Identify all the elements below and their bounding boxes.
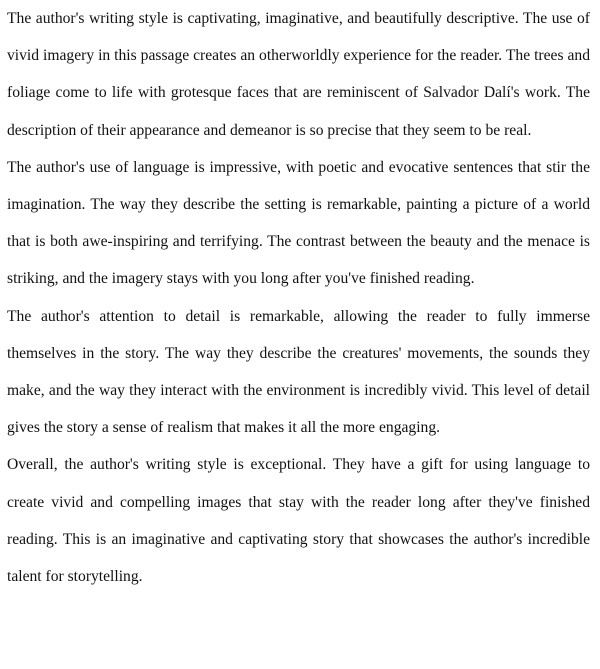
paragraph-3: The author's attention to detail is remarkable, allowing the reader to fully immerse themselves in the story. The way they describe the creatures' movements, the sounds they make, and the way they interact with the environment is incredibly vivid. This level of detail gives the story a sense of realism that makes it all the more engaging. <box>7 307 590 437</box>
paragraph-4: Overall, the author's writing style is exceptional. They have a gift for using language to create vivid and compelling images that stay with the reader long after they've finished reading. This is an imaginative and captivating story that showcases the author's incredible talent for storytelling. <box>7 456 590 586</box>
paragraph-2: The author's use of language is impressive, with poetic and evocative sentences that stir the imagination. The way they describe the setting is remarkable, painting a picture of a world that is both awe-inspiring and terrifying. The contrast between the beauty and the menace is striking, and the imagery stays with you long after you've finished reading. <box>7 158 590 288</box>
paragraph-1: The author's writing style is captivating, imaginative, and beautifully descriptive. The use of vivid imagery in this passage creates an otherworldly experience for the reader. The trees and foliage come to life with grotesque faces that are reminiscent of Salvador Dalí's work. The description of their appearance and demeanor is so precise that they seem to be real. <box>7 10 590 139</box>
document-body <box>7 0 590 595</box>
